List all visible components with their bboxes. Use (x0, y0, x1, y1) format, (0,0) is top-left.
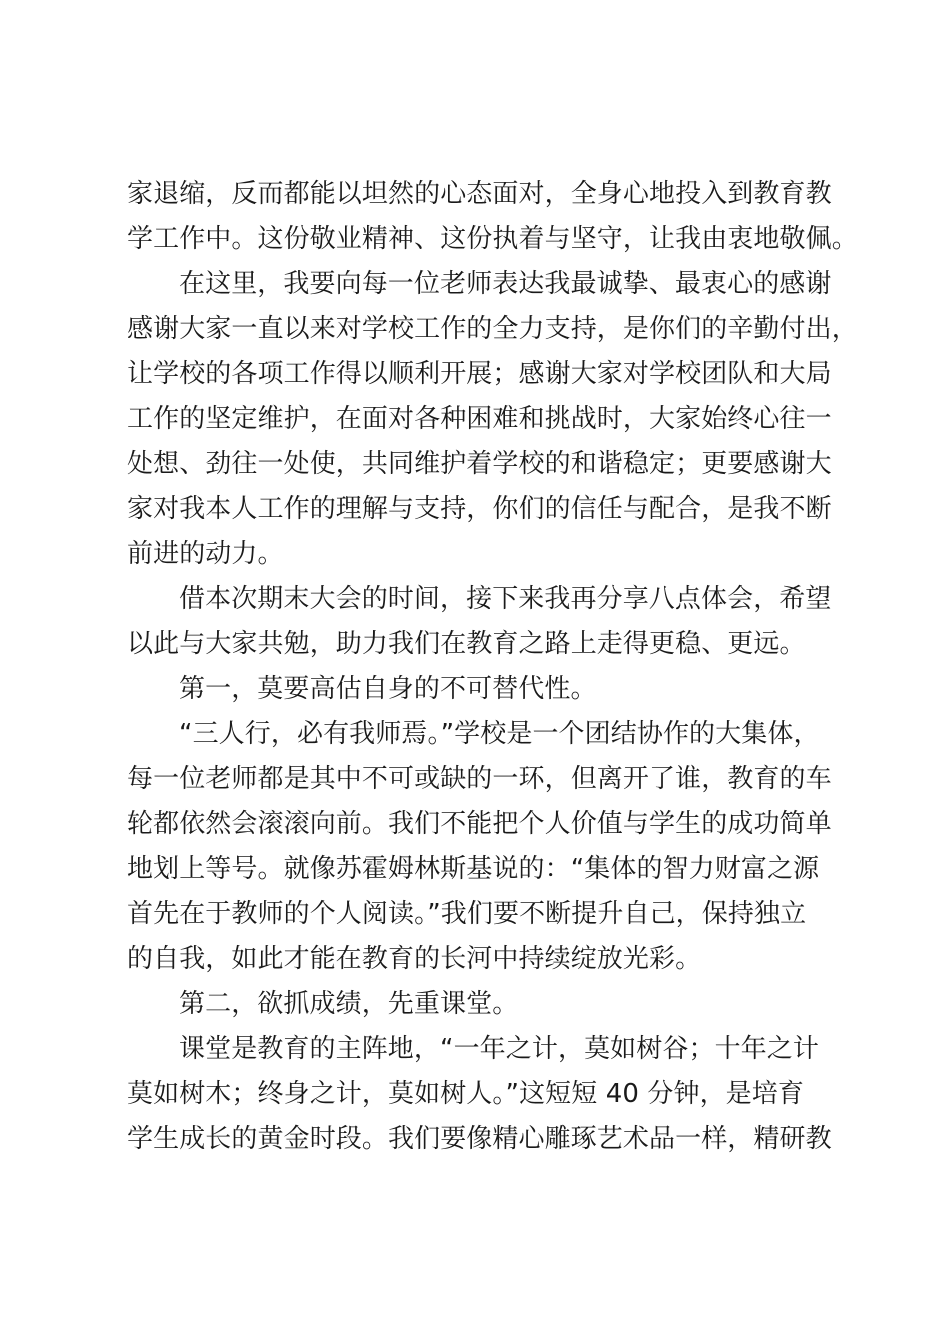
section-heading: 第二，欲抓成绩，先重课堂。 (179, 989, 519, 1019)
text-line: 家退缩，反而都能以坦然的心态面对，全身心地投入到教育教 (127, 179, 832, 209)
paragraph-start-line: “三人行，必有我师焉。”学校是一个团结协作的大集体， (179, 719, 820, 749)
text-line: 学工作中。这份敬业精神、这份执着与坚守，让我由衷地敬佩。 (127, 224, 858, 254)
section-heading: 第一，莫要高估自身的不可替代性。 (179, 674, 597, 704)
text-line: 感谢大家一直以来对学校工作的全力支持，是你们的辛勤付出， (127, 314, 858, 344)
text-line: 家对我本人工作的理解与支持，你们的信任与配合，是我不断 (127, 494, 832, 524)
text-line: 工作的坚定维护，在面对各种困难和挑战时，大家始终心往一 (127, 404, 832, 434)
text-line: 前进的动力。 (127, 539, 284, 569)
text-line: 轮都依然会滚滚向前。我们不能把个人价值与学生的成功简单 (127, 809, 832, 839)
paragraph-start-line: 课堂是教育的主阵地，“一年之计，莫如树谷；十年之计 (179, 1034, 819, 1064)
text-line: 让学校的各项工作得以顺利开展；感谢大家对学校团队和大局 (127, 359, 832, 389)
document-body (127, 172, 858, 1162)
text-line: 首先在于教师的个人阅读。”我们要不断提升自己，保持独立 (127, 899, 807, 929)
text-line: 地划上等号。就像苏霍姆林斯基说的：“集体的智力财富之源 (127, 854, 820, 884)
text-line: 处想、劲往一处使，共同维护着学校的和谐稳定；更要感谢大 (127, 449, 832, 479)
text-line: 每一位老师都是其中不可或缺的一环，但离开了谁，教育的车 (127, 764, 832, 794)
text-line: 学生成长的黄金时段。我们要像精心雕琢艺术品一样，精研教 (127, 1124, 832, 1154)
text-line: 的自我，如此才能在教育的长河中持续绽放光彩。 (127, 944, 702, 974)
paragraph-start-line: 在这里，我要向每一位老师表达我最诚挚、最衷心的感谢 (179, 269, 832, 299)
text-line: 莫如树木；终身之计，莫如树人。”这短短 40 分钟，是培育 (127, 1079, 804, 1109)
paragraph-start-line: 借本次期末大会的时间，接下来我再分享八点体会，希望 (179, 584, 832, 614)
text-line: 以此与大家共勉，助力我们在教育之路上走得更稳、更远。 (127, 629, 806, 659)
